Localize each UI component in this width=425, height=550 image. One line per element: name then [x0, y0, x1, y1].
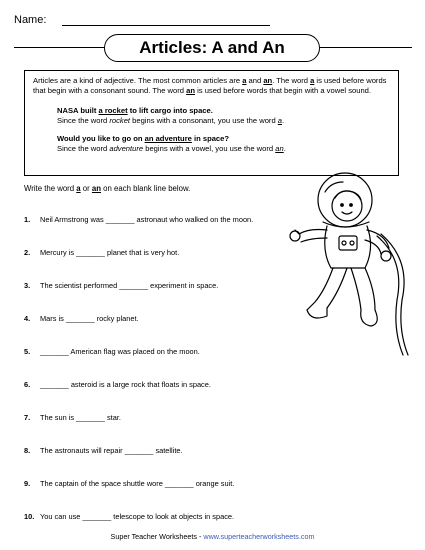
explain-word: adventure — [109, 144, 144, 153]
explanation-box — [24, 70, 399, 176]
question-number: 6. — [24, 380, 31, 389]
question-number: 10. — [24, 512, 35, 521]
question-item[interactable] — [24, 446, 183, 455]
question-number: 9. — [24, 479, 31, 488]
question-item[interactable] — [24, 479, 234, 488]
left-arm — [301, 238, 327, 242]
footer — [0, 532, 425, 541]
question-number: 4. — [24, 314, 31, 323]
suit-body — [325, 226, 371, 268]
question-item[interactable] — [24, 347, 200, 356]
example-phrase: a rocket — [98, 106, 128, 115]
question-text: Mars is _______ rocky planet. — [40, 314, 139, 323]
tether-hose — [381, 234, 408, 355]
explain-text: Since the word — [57, 116, 110, 125]
left-glove — [290, 231, 300, 241]
intro-text: Articles are a kind of adjective. The most common articles are — [33, 76, 243, 85]
question-text: Mercury is _______ planet that is very hot. — [40, 248, 180, 257]
left-leg — [327, 268, 347, 308]
question-number: 7. — [24, 413, 31, 422]
question-number: 5. — [24, 347, 31, 356]
question-number: 2. — [24, 248, 31, 257]
question-text: The captain of the space shuttle wore _______ orange suit. — [40, 479, 235, 488]
right-arm — [365, 240, 381, 254]
example-1 — [33, 106, 390, 126]
question-item[interactable] — [24, 380, 211, 389]
question-text: The astronauts will repair _______ satellite. — [40, 446, 183, 455]
explain-text: begins with a consonant, you use the word — [130, 116, 278, 125]
eye — [341, 204, 344, 207]
right-leg — [351, 268, 361, 310]
intro-text: is used before words that begin with a vowel sound. — [194, 86, 372, 95]
name-label: Name: — [14, 14, 47, 26]
eye — [350, 204, 353, 207]
footer-text: Super Teacher Worksheets - — [110, 532, 204, 541]
example-text: to lift cargo into space. — [127, 106, 213, 115]
question-item[interactable] — [24, 314, 139, 323]
question-text: The sun is _______ star. — [40, 413, 121, 422]
instructions-text: Write the word — [24, 184, 77, 193]
intro-text: and — [246, 76, 264, 85]
explain-text: begins with a vowel, you use the word — [143, 144, 276, 153]
example-text: in space? — [191, 134, 230, 143]
example-2 — [33, 134, 390, 154]
question-text: _______ American flag was placed on the moon. — [40, 347, 200, 356]
intro-paragraph — [33, 76, 390, 96]
explain-article: an — [275, 144, 284, 153]
example-text: Would you like to go on — [57, 134, 145, 143]
intro-text: . The word — [272, 76, 311, 85]
explain-text: . — [282, 116, 285, 125]
helmet-shine — [325, 182, 343, 192]
right-boot — [361, 310, 378, 326]
right-leg — [365, 268, 375, 310]
question-text: You can use _______ telescope to look at objects in space. — [40, 512, 235, 521]
article-an: an — [91, 184, 102, 193]
example-text: NASA built — [57, 106, 99, 115]
panel-button — [342, 241, 346, 245]
question-number: 1. — [24, 215, 31, 224]
question-text: The scientist performed _______ experiment in space. — [40, 281, 219, 290]
question-item[interactable] — [24, 248, 179, 257]
left-leg — [307, 268, 333, 310]
astronaut-illustration — [285, 170, 415, 370]
question-text: _______ asteroid is a large rock that floats in space. — [40, 380, 211, 389]
question-number: 3. — [24, 281, 31, 290]
right-glove — [381, 251, 391, 261]
article-an: an — [263, 76, 273, 85]
explain-article: a — [277, 116, 283, 125]
intro-text: is used before words that begin with a consonant sound. The word — [33, 76, 387, 95]
question-item[interactable] — [24, 512, 234, 521]
smile — [342, 212, 352, 214]
article-a: a — [310, 76, 315, 85]
explain-text: Since the word — [57, 144, 110, 153]
question-item[interactable] — [24, 413, 121, 422]
left-boot — [307, 308, 327, 318]
page-title: Articles: A and An — [104, 34, 320, 62]
question-item[interactable] — [24, 281, 218, 290]
example-phrase: an adventure — [144, 134, 192, 143]
name-blank-line[interactable] — [62, 25, 270, 26]
panel-button — [350, 241, 354, 245]
question-number: 8. — [24, 446, 31, 455]
instructions — [24, 184, 190, 193]
question-item[interactable] — [24, 215, 253, 224]
article-a: a — [76, 184, 81, 193]
helmet-icon — [318, 173, 372, 227]
footer-link[interactable]: www.superteacherworksheets.com — [203, 532, 315, 541]
instructions-text: on each blank line below. — [101, 184, 191, 193]
question-text: Neil Armstrong was _______ astronaut who walked on the moon. — [40, 215, 254, 224]
instructions-text: or — [80, 184, 92, 193]
article-a: a — [242, 76, 247, 85]
article-an: an — [186, 86, 195, 95]
explain-word: rocket — [109, 116, 131, 125]
explain-text: . — [283, 144, 286, 153]
